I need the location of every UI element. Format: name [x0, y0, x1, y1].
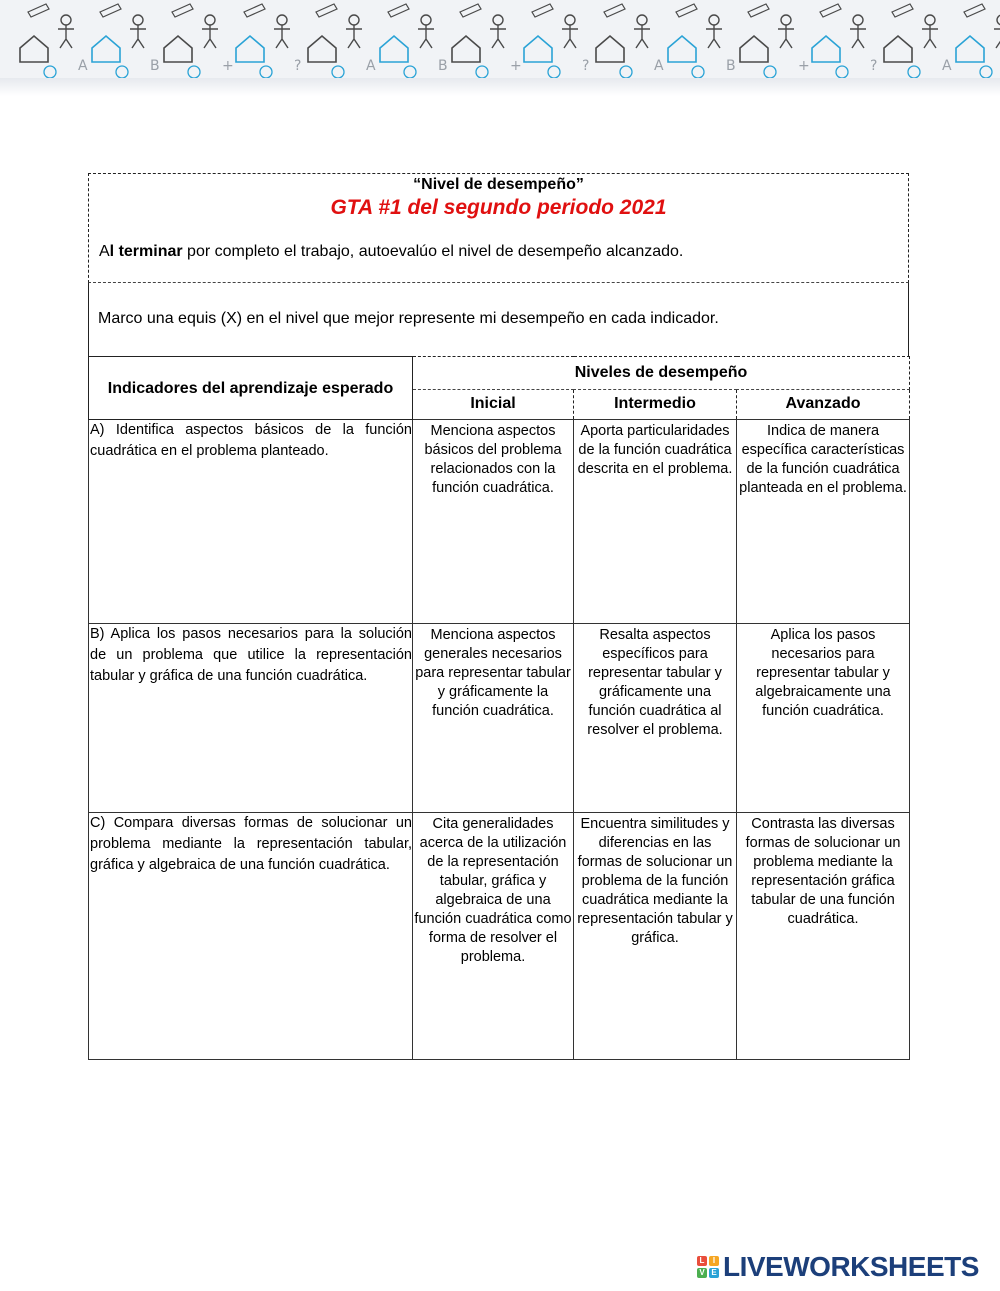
doodle-icon: [349, 15, 359, 25]
doodle-icon: [188, 66, 200, 78]
doodle-icon: [850, 25, 866, 48]
doodle-icon: [908, 66, 920, 78]
doodle-icon: A: [654, 58, 664, 74]
doodle-icon: [922, 25, 938, 48]
level-cell-avanzado[interactable]: Contrasta las diversas formas de solucionar un problema mediante la representación gráfica tabular de una función cuadrática.: [737, 813, 910, 1060]
doodle-icon: [274, 25, 290, 48]
doodle-icon: [100, 4, 121, 17]
doodle-icon: [709, 15, 719, 25]
doodle-icon: [634, 25, 650, 48]
doodle-icon: [668, 36, 696, 62]
doodle-icon: [92, 36, 120, 62]
logo-blocks-icon: [697, 1256, 719, 1278]
doodle-icon: [388, 4, 409, 17]
doodle-icon: [964, 4, 985, 17]
level-cell-intermedio[interactable]: Aporta particularidades de la función cuadrática descrita en el problema.: [574, 420, 737, 624]
doodle-icon: [476, 66, 488, 78]
logo-block: E: [709, 1268, 719, 1278]
doodle-icon: [332, 66, 344, 78]
doodle-icon: [404, 66, 416, 78]
doodle-icon: [524, 36, 552, 62]
doodle-icon: [58, 25, 74, 48]
doodle-icon: [460, 4, 481, 17]
doodle-icon: [202, 25, 218, 48]
level-cell-avanzado[interactable]: Aplica los pasos necesarios para representar tabular y algebraicamente una función cuadrática.: [737, 624, 910, 813]
doodle-icon: [28, 4, 49, 17]
doodle-icon: [853, 15, 863, 25]
table-row: [89, 624, 910, 813]
intro-bold: l terminar: [109, 243, 183, 260]
doodle-icon: [61, 15, 71, 25]
indicator-cell: B) Aplica los pasos necesarios para la solución de un problema que utilice la representación tabular y gráfica de una función cuadrática.: [89, 624, 413, 813]
logo-text: LIVEWORKSHEETS: [723, 1251, 979, 1282]
doodle-icon: [562, 25, 578, 48]
doodle-icon: A: [942, 58, 952, 74]
doodle-icon: [418, 25, 434, 48]
level-header-intermedio: Intermedio: [574, 389, 737, 419]
doodle-icon: [116, 66, 128, 78]
doodle-icon: [236, 36, 264, 62]
doodle-icon: [130, 25, 146, 48]
logo-block: V: [697, 1268, 707, 1278]
doodle-icon: [820, 4, 841, 17]
doodle-icon: [277, 15, 287, 25]
doodle-icon: [532, 4, 553, 17]
level-cell-inicial[interactable]: Menciona aspectos generales necesarios para representar tabular y gráficamente la función cuadrática.: [413, 624, 574, 813]
level-cell-inicial[interactable]: Menciona aspectos básicos del problema relacionados con la función cuadrática.: [413, 420, 574, 624]
logo-block: L: [697, 1256, 707, 1266]
level-cell-inicial[interactable]: Cita generalidades acerca de la utilización de la representación tabular, gráfica y algebraica de una función cuadrática como forma de resolver el problema.: [413, 813, 574, 1060]
doodle-icon: [676, 4, 697, 17]
doodle-icon: [604, 4, 625, 17]
banner-shadow: [0, 78, 1000, 96]
doodle-icon: [346, 25, 362, 48]
doodle-icon: [812, 36, 840, 62]
doodle-icon: [172, 4, 193, 17]
table-row: [89, 813, 910, 1060]
doodle-icon: A: [78, 58, 88, 74]
doodle-icon: [748, 4, 769, 17]
doodle-icon: +: [798, 58, 810, 74]
doodle-icon: [565, 15, 575, 25]
levels-column-header: Niveles de desempeño: [413, 357, 910, 390]
doodle-icon: [44, 66, 56, 78]
doodle-icon: ?: [870, 58, 878, 74]
doodle-icon: [164, 36, 192, 62]
doodle-icon: [956, 36, 984, 62]
doodle-icon: ?: [582, 58, 590, 74]
doodle-icon: [205, 15, 215, 25]
doodle-icon: [836, 66, 848, 78]
doodle-icon: [308, 36, 336, 62]
doodle-icon: [260, 66, 272, 78]
doodle-icon: [740, 36, 768, 62]
doodle-icon: [884, 36, 912, 62]
doodle-icon: B: [150, 58, 160, 74]
intro-prefix: A: [99, 243, 110, 260]
logo-block: I: [709, 1256, 719, 1266]
doodle-icon: [244, 4, 265, 17]
instruction-text: Marco una equis (X) en el nivel que mejor represente mi desempeño en cada indicador.: [98, 310, 719, 327]
doodle-icon: +: [510, 58, 522, 74]
level-header-inicial: Inicial: [413, 389, 574, 419]
rubric-table: [88, 356, 910, 1060]
liveworksheets-logo[interactable]: [697, 1251, 979, 1283]
level-cell-intermedio[interactable]: Encuentra similitudes y diferencias en las formas de solucionar un problema de la función cuadrática mediante la representación tabular y gráfica.: [574, 813, 737, 1060]
doodle-icon: [781, 15, 791, 25]
indicator-cell: C) Compara diversas formas de solucionar un problema mediante la representación tabular, gráfica y algebraica de una función cuadrática.: [89, 813, 413, 1060]
quoted-title: “Nivel de desempeño”: [413, 176, 584, 193]
doodle-icon: [20, 36, 48, 62]
doodle-icon: [994, 25, 1000, 48]
doodle-icon: [421, 15, 431, 25]
instruction-box: [88, 283, 909, 356]
doodle-icon: ?: [294, 58, 302, 74]
indicator-cell: A) Identifica aspectos básicos de la función cuadrática en el problema planteado.: [89, 420, 413, 624]
doodle-icon: [548, 66, 560, 78]
doodle-icon: B: [438, 58, 448, 74]
indicator-column-header: Indicadores del aprendizaje esperado: [89, 357, 413, 420]
doodle-icon: A: [366, 58, 376, 74]
level-cell-intermedio[interactable]: Resalta aspectos específicos para representar tabular y gráficamente una función cuadrática al resolver el problema.: [574, 624, 737, 813]
doodle-icon: +: [222, 58, 234, 74]
doodle-icon: [892, 4, 913, 17]
doodle-icon: [380, 36, 408, 62]
doodle-icon: [493, 15, 503, 25]
doodle-icon: [706, 25, 722, 48]
doodle-icon: B: [726, 58, 736, 74]
doodle-icon: [637, 15, 647, 25]
intro-text: [99, 243, 683, 261]
worksheet: [88, 173, 909, 1060]
doodle-icon: [980, 66, 992, 78]
level-header-avanzado: Avanzado: [737, 389, 910, 419]
doodle-icon: [620, 66, 632, 78]
gta-title: GTA #1 del segundo periodo 2021: [330, 196, 667, 219]
doodle-icon: [133, 15, 143, 25]
doodle-icon: [316, 4, 337, 17]
doodle-icon: [452, 36, 480, 62]
doodle-pattern-icons: [0, 0, 1000, 82]
doodle-icon: [692, 66, 704, 78]
title-box: [88, 173, 909, 283]
intro-rest: por completo el trabajo, autoevalúo el nivel de desempeño alcanzado.: [182, 243, 684, 260]
header-banner: [0, 0, 1000, 82]
doodle-icon: [764, 66, 776, 78]
doodle-icon: [490, 25, 506, 48]
level-cell-avanzado[interactable]: Indica de manera específica características de la función cuadrática planteada en el problema.: [737, 420, 910, 624]
doodle-icon: [925, 15, 935, 25]
doodle-icon: [596, 36, 624, 62]
doodle-icon: [778, 25, 794, 48]
table-row: [89, 420, 910, 624]
